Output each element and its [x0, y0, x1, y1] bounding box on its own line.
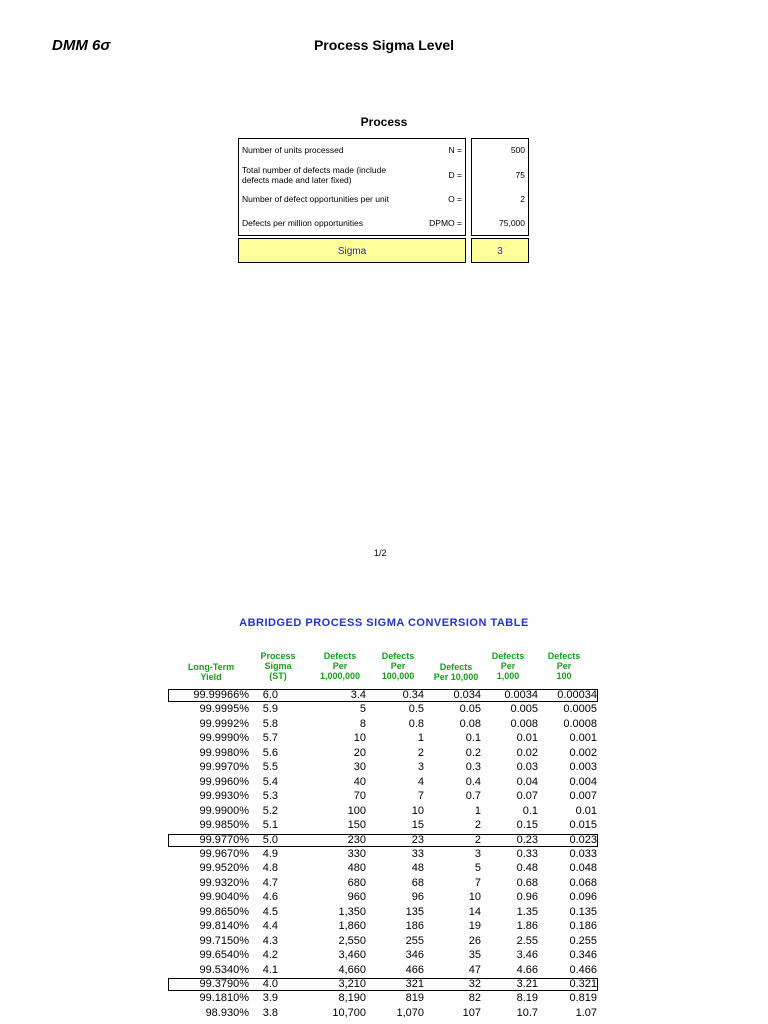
sigma-value: 3	[497, 246, 503, 257]
table-cell: 0.0034	[504, 689, 538, 701]
table-cell: 10	[411, 804, 424, 817]
table-cell: 99.9930%	[199, 790, 249, 803]
column-header-hdr-sigma: Process Sigma (ST)	[260, 651, 296, 681]
table-cell: 2,550	[338, 934, 366, 947]
table-cell: 0.07	[516, 790, 538, 803]
table-cell: 5.6	[262, 746, 278, 759]
table-cell: 1,860	[338, 920, 366, 933]
table-cell: 0.003	[569, 761, 597, 774]
table-cell: 99.9992%	[199, 717, 249, 730]
table-cell: 0.00034	[557, 689, 597, 701]
table-cell: 2	[474, 819, 481, 832]
table-cell: 100	[347, 804, 366, 817]
table-cell: 99.9995%	[199, 703, 249, 716]
table-cell: 98.930%	[205, 1006, 249, 1019]
column-header-hdr-per-100k: Defects Per 100,000	[381, 651, 415, 681]
table-cell: 0.048	[569, 862, 597, 875]
table-cell: 0.01	[516, 732, 538, 745]
process-inputs-values	[471, 138, 529, 236]
dpmo-value: 75,000	[499, 218, 525, 228]
table-cell: 135	[405, 905, 424, 918]
table-cell: 0.05	[459, 703, 481, 716]
table-cell: 1	[474, 804, 481, 817]
table-cell: 5.8	[262, 717, 278, 730]
table-cell: 5.1	[262, 819, 278, 832]
table-cell: 99.7150%	[199, 934, 249, 947]
table-cell: 960	[347, 891, 366, 904]
table-cell: 1,350	[338, 905, 366, 918]
table-cell: 4.7	[262, 876, 278, 889]
table-cell: 3,460	[338, 949, 366, 962]
table-cell: 7	[474, 876, 481, 889]
table-cell: 99.9670%	[199, 847, 249, 860]
opportunities-symbol: O =	[448, 194, 462, 204]
table-cell: 0.034	[453, 689, 481, 701]
table-cell: 8,190	[338, 992, 366, 1005]
table-cell: 0.819	[569, 992, 597, 1005]
table-cell: 99.9850%	[199, 819, 249, 832]
table-cell: 3.4	[350, 689, 366, 701]
column-header-hdr-per-1000: Defects Per 1,000	[491, 651, 525, 681]
table-cell: 0.004	[569, 775, 597, 788]
table-cell: 5	[359, 703, 366, 716]
table-cell: 99.9900%	[199, 804, 249, 817]
table-cell: 0.96	[516, 891, 538, 904]
table-cell: 680	[347, 876, 366, 889]
table-cell: 3	[474, 847, 481, 860]
column-header-hdr-yield: Long-Term Yield	[187, 662, 235, 682]
table-cell: 0.007	[569, 790, 597, 803]
defects-label: Total number of defects made (include defects made and later fixed)	[242, 165, 387, 185]
table-cell: 99.9960%	[199, 775, 249, 788]
table-cell: 1	[417, 732, 424, 745]
conversion-table-title: ABRIDGED PROCESS SIGMA CONVERSION TABLE	[239, 617, 529, 629]
table-cell: 1.35	[516, 905, 538, 918]
column-header-hdr-per-10k: Defects Per 10,000	[433, 662, 479, 682]
table-cell: 3.46	[516, 949, 538, 962]
table-cell: 0.466	[569, 963, 597, 976]
table-cell: 4.1	[262, 963, 278, 976]
table-cell: 5.7	[262, 732, 278, 745]
table-cell: 2	[474, 833, 481, 846]
table-cell: 5.2	[262, 804, 278, 817]
table-cell: 4.2	[262, 949, 278, 962]
table-cell: 330	[347, 847, 366, 860]
table-cell: 5	[474, 862, 481, 875]
page-number: 1/2	[374, 548, 387, 558]
table-cell: 0.023	[569, 833, 597, 846]
table-cell: 0.0008	[563, 717, 597, 730]
table-cell: 0.3	[465, 761, 481, 774]
table-cell: 0.005	[510, 703, 538, 716]
table-cell: 2	[417, 746, 424, 759]
table-cell: 7	[417, 790, 424, 803]
table-cell: 3.9	[262, 992, 278, 1005]
table-cell: 10	[468, 891, 481, 904]
table-cell: 5.4	[262, 775, 278, 788]
sigma-label: Sigma	[337, 246, 367, 257]
table-cell: 4.4	[262, 920, 278, 933]
table-cell: 10	[353, 732, 366, 745]
table-cell: 5.5	[262, 761, 278, 774]
table-cell: 70	[353, 790, 366, 803]
table-cell: 0.7	[465, 790, 481, 803]
table-cell: 1,070	[396, 1006, 424, 1019]
table-cell: 4,660	[338, 963, 366, 976]
table-cell: 99.9520%	[199, 862, 249, 875]
column-header-hdr-per-100: Defects Per 100	[547, 651, 581, 681]
table-cell: 0.1	[522, 804, 538, 817]
table-cell: 68	[411, 876, 424, 889]
table-cell: 4.0	[262, 978, 278, 990]
table-cell: 0.255	[569, 934, 597, 947]
table-cell: 0.48	[516, 862, 538, 875]
table-cell: 40	[353, 775, 366, 788]
table-cell: 0.34	[402, 689, 424, 701]
table-cell: 5.9	[262, 703, 278, 716]
table-cell: 0.346	[569, 949, 597, 962]
table-cell: 4.3	[262, 934, 278, 947]
table-cell: 26	[468, 934, 481, 947]
table-cell: 0.68	[516, 876, 538, 889]
table-cell: 0.2	[465, 746, 481, 759]
units-value[interactable]: 500	[510, 145, 525, 155]
table-cell: 35	[468, 949, 481, 962]
table-cell: 0.33	[516, 847, 538, 860]
table-cell: 0.033	[569, 847, 597, 860]
table-cell: 15	[411, 819, 424, 832]
sigma-label-cell	[238, 238, 466, 263]
table-cell: 0.8	[408, 717, 424, 730]
units-symbol: N =	[448, 145, 462, 155]
table-cell: 32	[468, 978, 481, 990]
page-title: Process Sigma Level	[313, 37, 455, 53]
table-cell: 0.0005	[563, 703, 597, 716]
table-cell: 0.321	[569, 978, 597, 990]
table-cell: 82	[468, 992, 481, 1005]
brand-label: DMM 6σ	[52, 37, 111, 54]
table-cell: 96	[411, 891, 424, 904]
table-cell: 0.08	[459, 717, 481, 730]
table-cell: 2.55	[516, 934, 538, 947]
table-cell: 99.9970%	[199, 761, 249, 774]
table-cell: 99.9320%	[199, 876, 249, 889]
table-cell: 0.03	[516, 761, 538, 774]
table-cell: 0.15	[516, 819, 538, 832]
table-cell: 1.86	[516, 920, 538, 933]
table-cell: 4	[417, 775, 424, 788]
table-cell: 48	[411, 862, 424, 875]
table-cell: 4.8	[262, 862, 278, 875]
process-heading: Process	[360, 115, 408, 129]
table-cell: 10,700	[332, 1006, 366, 1019]
table-cell: 0.01	[575, 804, 597, 817]
defects-symbol: D =	[448, 170, 462, 180]
table-cell: 4.5	[262, 905, 278, 918]
table-cell: 99.8140%	[199, 920, 249, 933]
table-cell: 819	[405, 992, 424, 1005]
table-cell: 255	[405, 934, 424, 947]
table-cell: 0.23	[516, 833, 538, 846]
table-cell: 14	[468, 905, 481, 918]
table-cell: 20	[353, 746, 366, 759]
column-header-hdr-per-million: Defects Per 1,000,000	[319, 651, 361, 681]
sigma-value-cell	[471, 238, 529, 263]
table-cell: 0.001	[569, 732, 597, 745]
table-cell: 99.8650%	[199, 905, 249, 918]
table-cell: 6.0	[262, 689, 278, 701]
dpmo-label: Defects per million opportunities	[242, 218, 363, 228]
table-cell: 99.9980%	[199, 746, 249, 759]
table-cell: 8	[359, 717, 366, 730]
table-cell: 99.99966%	[193, 689, 249, 701]
table-cell: 99.9040%	[199, 891, 249, 904]
table-cell: 8.19	[516, 992, 538, 1005]
table-cell: 107	[462, 1006, 481, 1019]
table-cell: 19	[468, 920, 481, 933]
table-cell: 99.3790%	[199, 978, 249, 990]
process-inputs-labels	[238, 138, 466, 236]
table-cell: 480	[347, 862, 366, 875]
table-cell: 230	[347, 833, 366, 846]
table-cell: 186	[405, 920, 424, 933]
table-cell: 0.5	[408, 703, 424, 716]
table-cell: 0.002	[569, 746, 597, 759]
table-cell: 99.6540%	[199, 949, 249, 962]
table-cell: 1.07	[575, 1006, 597, 1019]
table-cell: 0.02	[516, 746, 538, 759]
table-cell: 0.008	[510, 717, 538, 730]
table-cell: 0.1	[465, 732, 481, 745]
table-cell: 3,210	[338, 978, 366, 990]
opportunities-label: Number of defect opportunities per unit	[242, 194, 389, 204]
table-cell: 23	[411, 833, 424, 846]
table-cell: 4.9	[262, 847, 278, 860]
table-cell: 30	[353, 761, 366, 774]
table-cell: 5.0	[262, 833, 278, 846]
table-cell: 99.9770%	[199, 833, 249, 846]
dpmo-symbol: DPMO =	[429, 218, 462, 228]
table-cell: 47	[468, 963, 481, 976]
table-cell: 0.015	[569, 819, 597, 832]
table-cell: 99.5340%	[199, 963, 249, 976]
table-cell: 346	[405, 949, 424, 962]
table-cell: 4.6	[262, 891, 278, 904]
defects-value[interactable]: 75	[515, 170, 525, 180]
table-cell: 4.66	[516, 963, 538, 976]
table-cell: 0.135	[569, 905, 597, 918]
table-cell: 3	[417, 761, 424, 774]
table-cell: 321	[405, 978, 424, 990]
table-cell: 0.096	[569, 891, 597, 904]
table-cell: 10.7	[516, 1006, 538, 1019]
table-cell: 466	[405, 963, 424, 976]
opportunities-value[interactable]: 2	[520, 194, 525, 204]
table-cell: 0.4	[465, 775, 481, 788]
table-cell: 0.068	[569, 876, 597, 889]
table-cell: 5.3	[262, 790, 278, 803]
table-cell: 150	[347, 819, 366, 832]
table-cell: 99.9990%	[199, 732, 249, 745]
table-cell: 3.8	[262, 1006, 278, 1019]
table-cell: 0.04	[516, 775, 538, 788]
table-cell: 3.21	[516, 978, 538, 990]
table-cell: 0.186	[569, 920, 597, 933]
table-cell: 99.1810%	[199, 992, 249, 1005]
table-cell: 33	[411, 847, 424, 860]
units-label: Number of units processed	[242, 145, 344, 155]
